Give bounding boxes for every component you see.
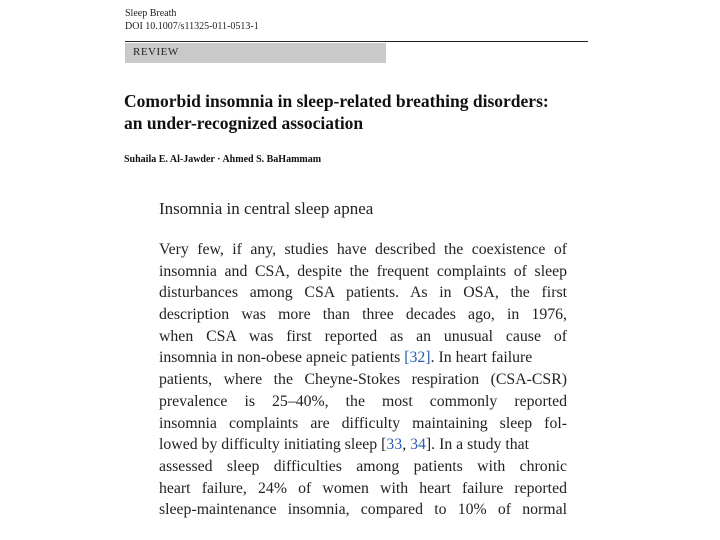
doi-line: DOI 10.1007/s11325-011-0513-1: [125, 21, 259, 32]
title-line-1: Comorbid insomnia in sleep-related breathing disorders:: [124, 91, 549, 111]
body-line: disturbances among CSA patients. As in OSA, the first: [159, 284, 567, 302]
body-line: description was more than three decades ago, in 1976,: [159, 306, 567, 324]
body-text: ]. In a study that: [425, 436, 530, 454]
body-text: ,: [402, 436, 411, 454]
citation-link[interactable]: 33: [386, 436, 403, 454]
section-heading: Insomnia in central sleep apnea: [159, 199, 374, 218]
section-body: [159, 239, 567, 521]
citation-link[interactable]: 34: [410, 436, 426, 454]
body-line: Very few, if any, studies have described the coexistence of: [159, 241, 567, 258]
body-line: sleep-maintenance insomnia, compared to 10% of normal: [159, 501, 567, 519]
article-title: [124, 90, 594, 134]
body-text: . In heart failure: [430, 349, 533, 367]
article-type-label: REVIEW: [133, 46, 179, 58]
body-line: [159, 434, 567, 456]
body-line: insomnia complaints are difficulty maintaining sleep fol-: [159, 414, 567, 432]
body-line: when CSA was first reported as an unusual cause of: [159, 327, 567, 345]
author-list: Suhaila E. Al-Jawder · Ahmed S. BaHammam: [124, 154, 322, 165]
body-line: heart failure, 24% of women with heart failure reported: [159, 479, 567, 497]
body-text: insomnia in non-obese apneic patients: [159, 349, 405, 367]
body-text: lowed by difficulty initiating sleep [: [159, 436, 387, 454]
citation-link[interactable]: [32]: [404, 349, 431, 367]
body-line: assessed sleep difficulties among patients with chronic: [159, 457, 567, 475]
journal-name: Sleep Breath: [125, 8, 177, 19]
body-line: insomnia and CSA, despite the frequent complaints of sleep: [159, 262, 567, 280]
header-rule: [125, 41, 588, 42]
article-type-band: [125, 43, 386, 63]
title-line-2: an under-recognized association: [124, 113, 364, 133]
body-line: patients, where the Cheyne-Stokes respiration (CSA-CSR): [159, 371, 567, 389]
body-line: prevalence is 25–40%, the most commonly reported: [159, 392, 567, 410]
body-line: [159, 347, 567, 369]
